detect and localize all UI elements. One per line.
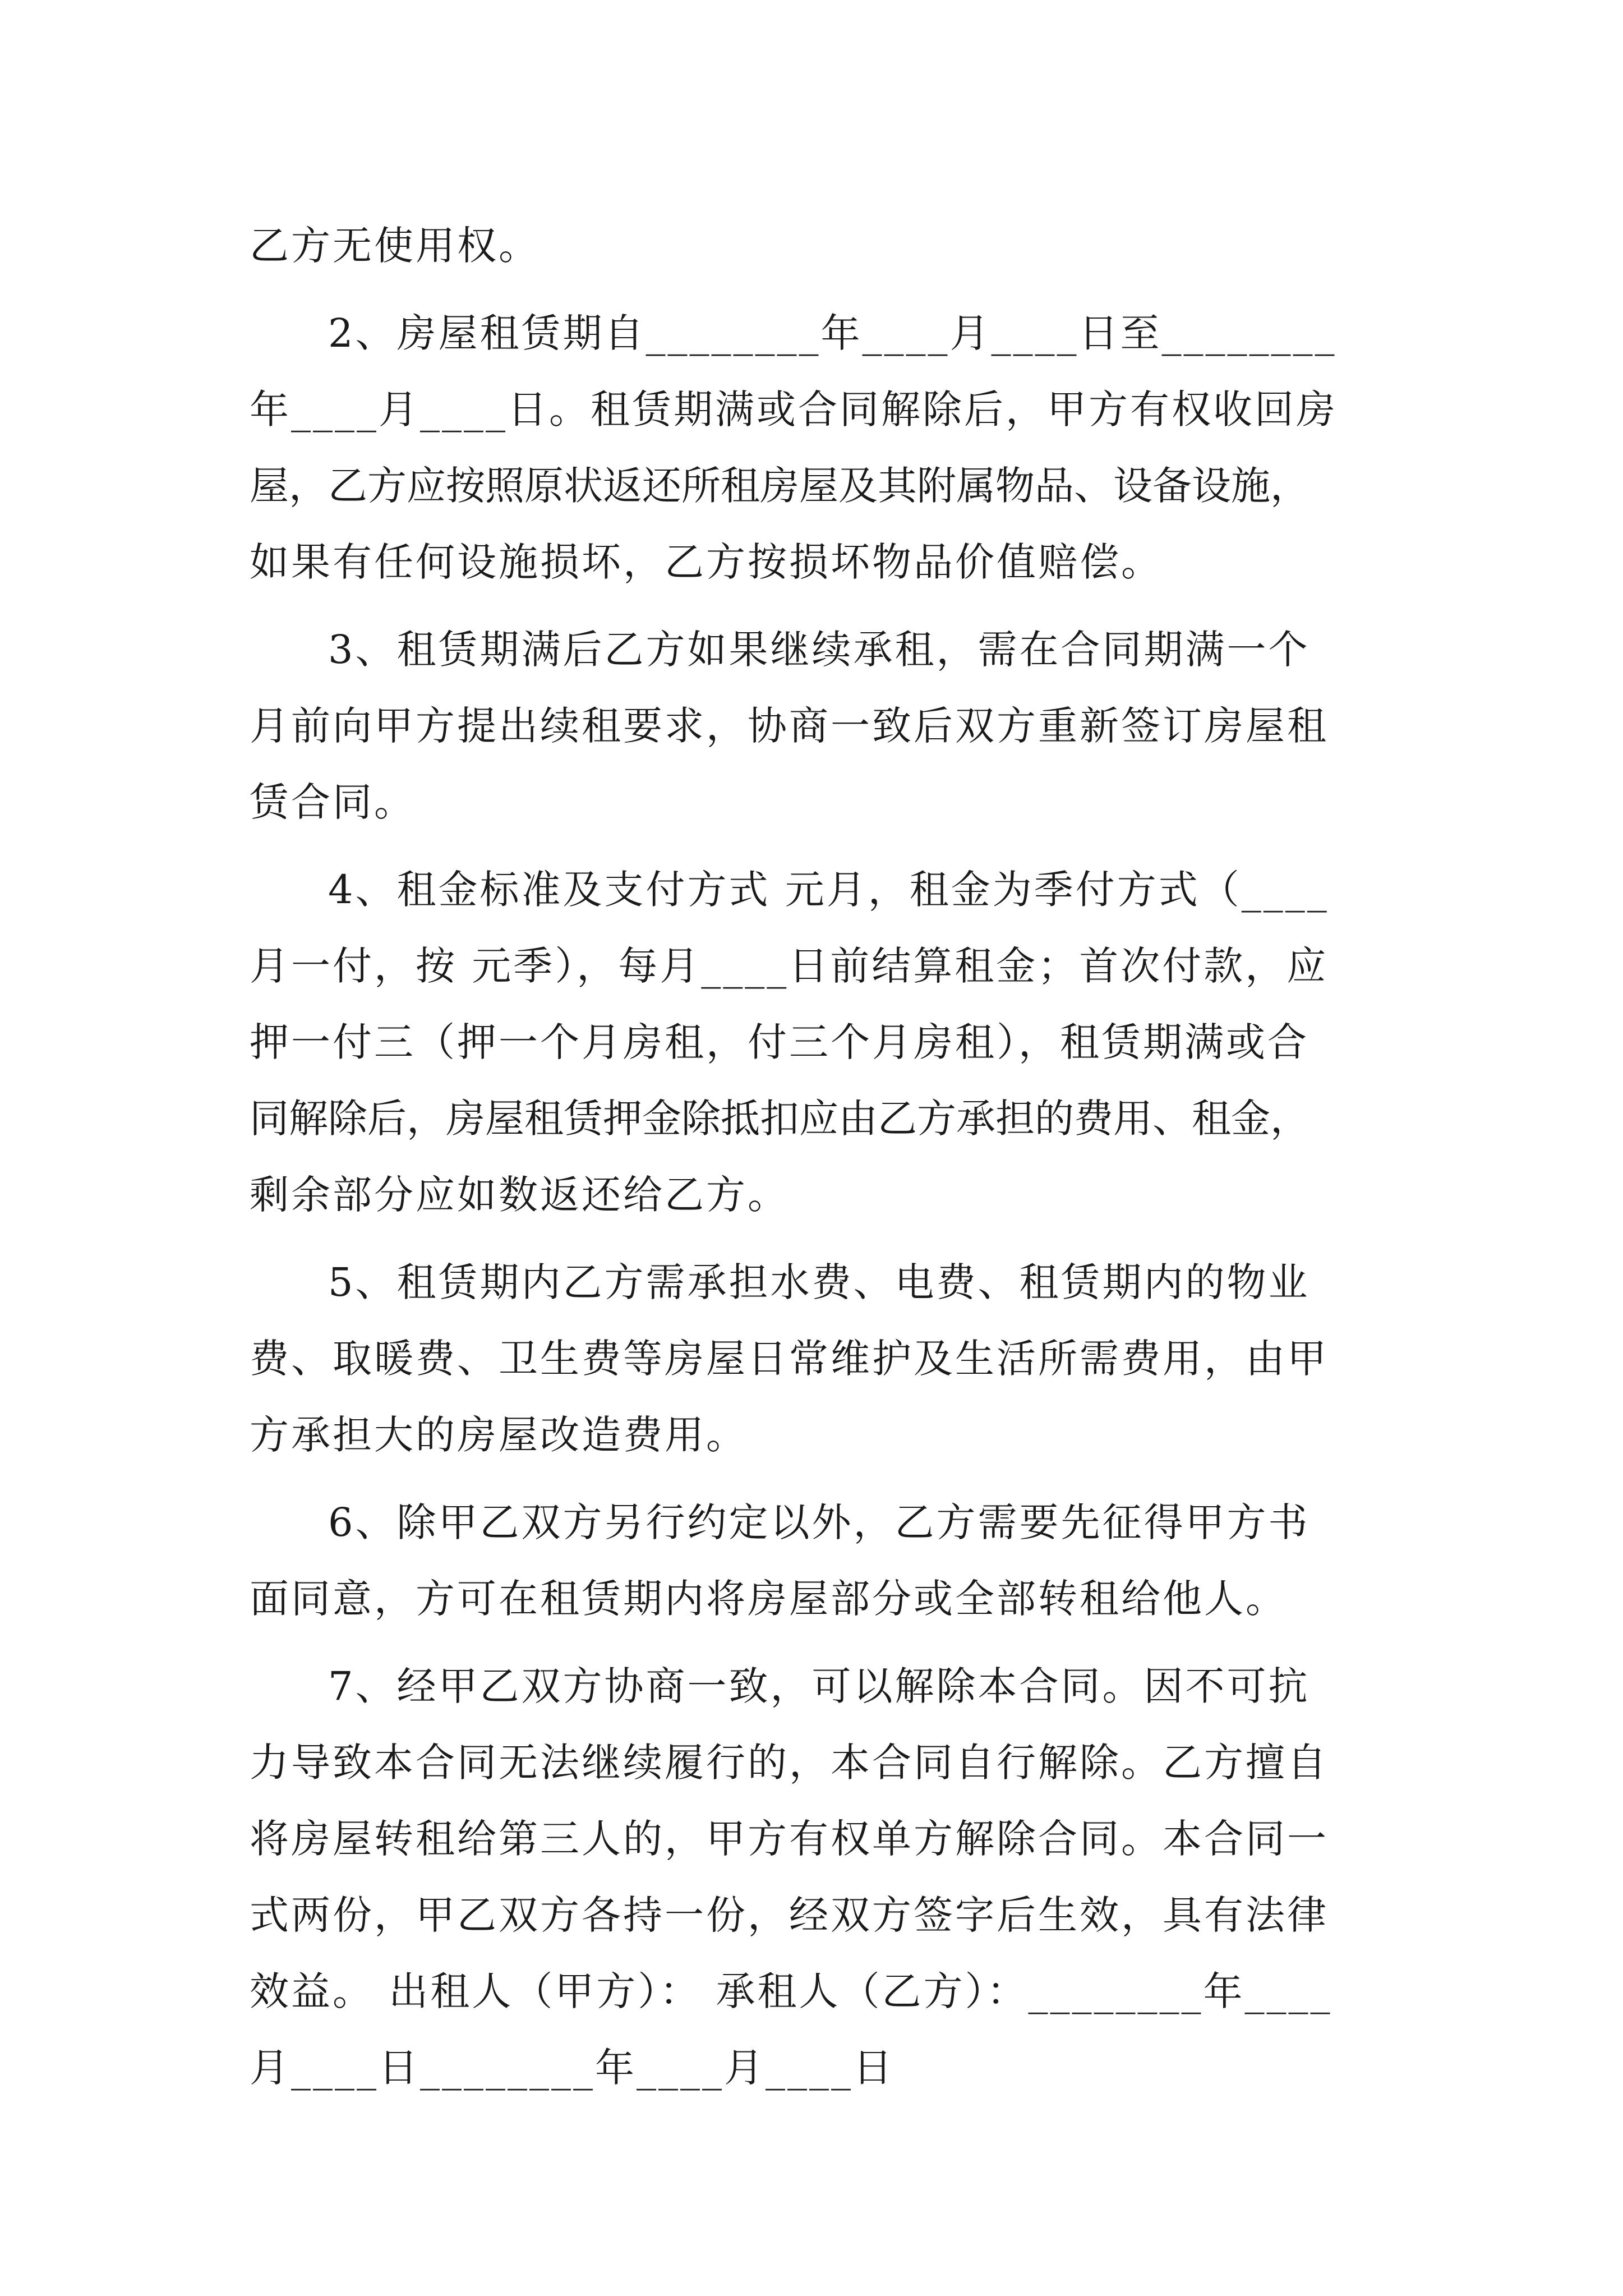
clause-7-line-2: 力导致本合同无法继续履行的，本合同自行解除。乙方擅自 bbox=[250, 1740, 1329, 1786]
contract-body bbox=[250, 208, 1382, 2106]
clause-6-line-2: 面同意，方可在租赁期内将房屋部分或全部转租给他人。 bbox=[250, 1576, 1287, 1622]
signature-line-parties: 效益。 出租人（甲方）： 承租人（乙方）：________年____ bbox=[250, 1968, 1332, 2014]
clause-3-line-2: 月前向甲方提出续租要求，协商一致后双方重新签订房屋租 bbox=[250, 703, 1329, 749]
clause-4-line-1: 4、租金标准及支付方式 元月，租金为季付方式（____ bbox=[328, 867, 1329, 913]
clause-4-line-5: 剩余部分应如数返还给乙方。 bbox=[250, 1172, 789, 1218]
clause-4-line-3: 押一付三（押一个月房租，付三个月房租），租赁期满或合 bbox=[250, 1019, 1309, 1065]
clause-5-line-2: 费、取暖费、卫生费等房屋日常维护及生活所需费用，由甲 bbox=[250, 1336, 1329, 1382]
clause-4-line-2: 月一付，按 元季），每月____日前结算租金；首次付款，应 bbox=[250, 943, 1329, 989]
clause-3-line-3: 赁合同。 bbox=[250, 779, 416, 825]
signature-line-dates: 月____日________年____月____日 bbox=[250, 2045, 895, 2091]
line-p0-l0: 乙方无使用权。 bbox=[250, 223, 540, 269]
clause-2-line-2: 年____月____日。租赁期满或合同解除后，甲方有权收回房 bbox=[250, 386, 1338, 432]
clause-4-line-4: 同解除后，房屋租赁押金除抵扣应由乙方承担的费用、租金， bbox=[250, 1096, 1310, 1142]
clause-7-line-3: 将房屋转租给第三人的，甲方有权单方解除合同。本合同一 bbox=[250, 1816, 1329, 1862]
clause-3-line-1: 3、租赁期满后乙方如果继续承租，需在合同期满一个 bbox=[328, 627, 1310, 673]
clause-5-line-1: 5、租赁期内乙方需承担水费、电费、租赁期内的物业 bbox=[328, 1259, 1310, 1305]
clause-7-line-1: 7、经甲乙双方协商一致，可以解除本合同。因不可抗 bbox=[328, 1663, 1310, 1709]
clause-6-line-1: 6、除甲乙双方另行约定以外，乙方需要先征得甲方书 bbox=[328, 1499, 1310, 1545]
clause-2-line-1: 2、房屋租赁期自________年____月____日至________ bbox=[328, 310, 1337, 356]
clause-2-line-4: 如果有任何设施损坏，乙方按损坏物品价值赔偿。 bbox=[250, 539, 1163, 585]
clause-7-line-4: 式两份，甲乙双方各持一份，经双方签字后生效，具有法律 bbox=[250, 1892, 1329, 1938]
clause-2-line-3: 屋，乙方应按照原状返还所租房屋及其附属物品、设备设施， bbox=[250, 463, 1310, 509]
clause-5-line-3: 方承担大的房屋改造费用。 bbox=[250, 1412, 748, 1458]
